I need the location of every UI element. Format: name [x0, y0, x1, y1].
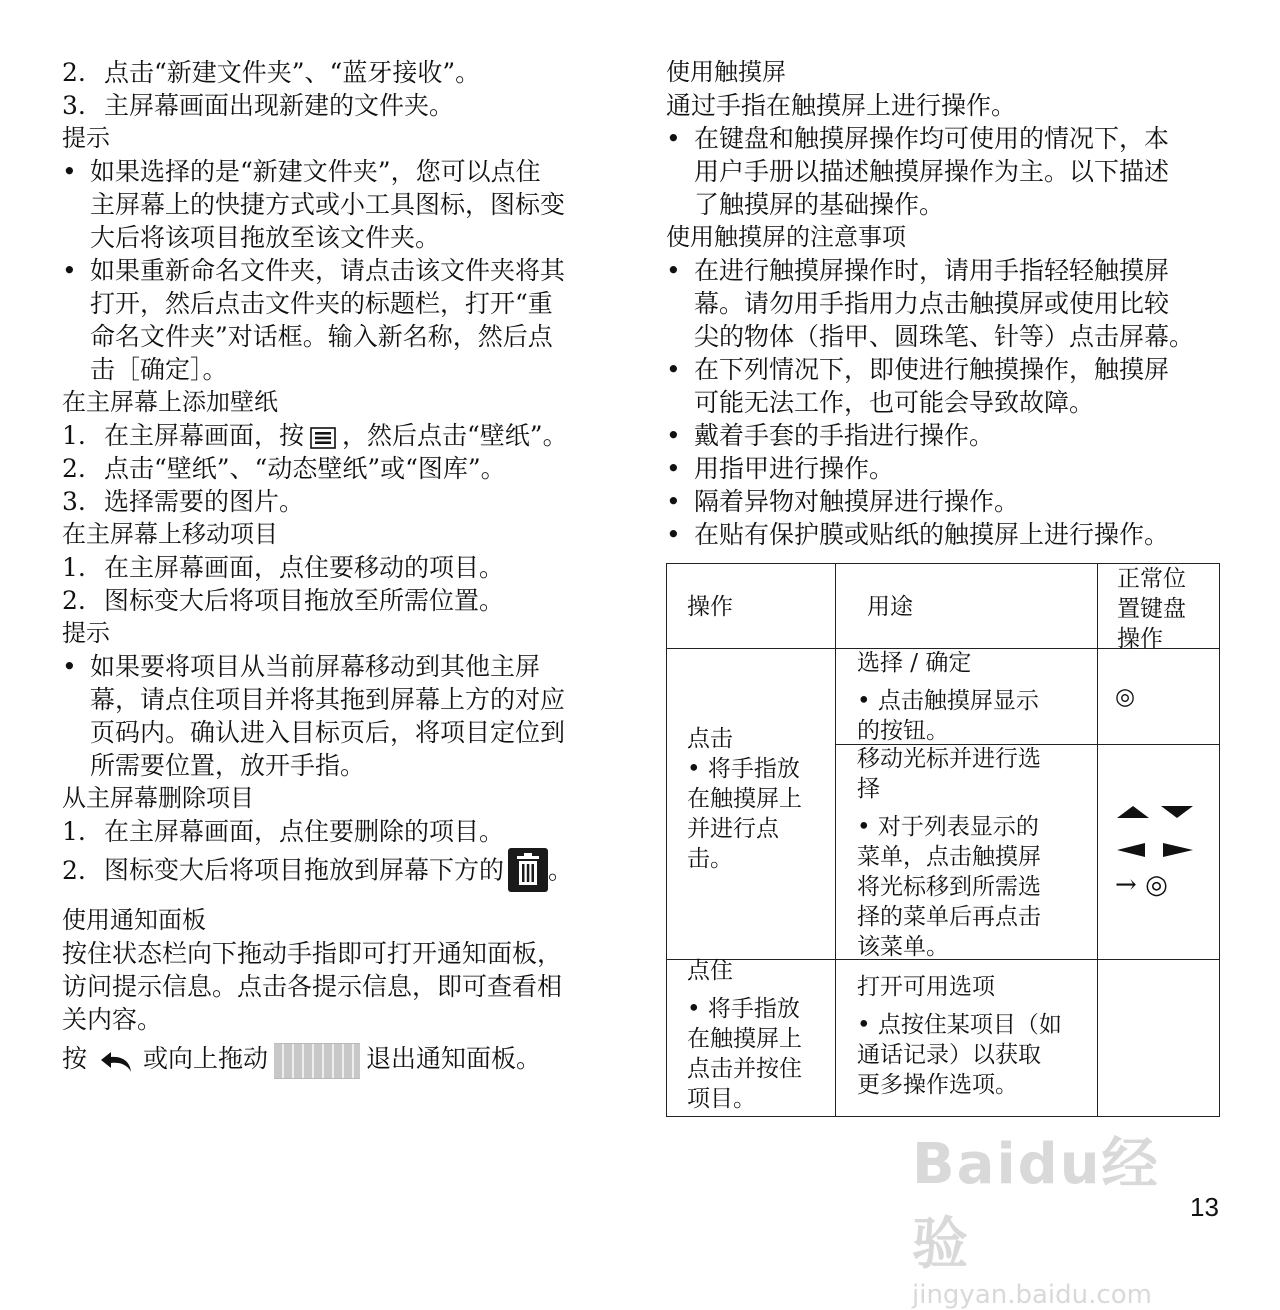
table-cell-move-cursor	[857, 744, 1041, 962]
section-heading-move: 在主屏幕上移动项目	[62, 520, 278, 548]
table-header-keyboard	[1117, 564, 1186, 654]
list-item	[62, 551, 618, 584]
item-text: 。	[548, 855, 574, 885]
paragraph-line	[62, 1036, 618, 1082]
list-item	[62, 452, 618, 485]
cell-line: 在触摸屏上	[687, 1026, 802, 1052]
cell-line: 通话记录）以获取	[857, 1042, 1041, 1068]
cell-line: 的按钮。	[857, 718, 949, 744]
item-text: 主屏幕画面出现新建的文件夹。	[104, 91, 455, 120]
trash-icon	[508, 848, 548, 892]
bullet: •	[666, 256, 681, 285]
table-header-operation: 操作	[687, 594, 733, 620]
confirm-key-icon: ◎	[1115, 684, 1136, 710]
text: 退出通知面板。	[366, 1044, 542, 1073]
cell-line: 击。	[687, 846, 733, 872]
list-item	[62, 848, 618, 896]
header-line: 操作	[1117, 626, 1163, 652]
bullet-continuation: 幕。请勿用手指用力点击触摸屏或使用比较	[694, 289, 1170, 318]
bullet-continuation: 所需要位置，放开手指。	[90, 751, 366, 780]
bullet-line	[666, 452, 1222, 485]
item-text: 图标变大后将项目拖放至所需位置。	[104, 586, 505, 615]
bullet-line	[666, 485, 1222, 518]
bullet-continuation: 命名文件夹”对话框。输入新名称，然后点	[90, 322, 553, 351]
item-text: ，然后点击“壁纸”。	[342, 421, 568, 450]
item-text: 选择需要的图片。	[104, 487, 305, 516]
arrow-confirm-row	[1115, 870, 1219, 900]
bullet-text: 在下列情况下，即使进行触摸操作，触摸屏	[694, 355, 1170, 384]
right-column	[666, 56, 1222, 551]
item-number: 3.	[62, 91, 86, 120]
table-cell-open-options	[857, 972, 1062, 1100]
cell-line: • 点击触摸屏显示	[857, 688, 1039, 714]
header-line: 正常位	[1117, 566, 1186, 592]
section-heading-notification: 使用通知面板	[62, 906, 206, 934]
list-item	[62, 56, 618, 89]
paragraph-line: 关内容。	[62, 1005, 163, 1034]
bullet-text: 如果要将项目从当前屏幕移动到其他主屏	[90, 652, 541, 681]
item-number: 1.	[62, 817, 86, 846]
cell-line: 在触摸屏上	[687, 786, 802, 812]
table-cell-tap-operation	[687, 724, 802, 874]
cell-line: 移动光标并进行选	[857, 746, 1041, 772]
list-item	[62, 485, 618, 518]
bullet-line	[666, 518, 1222, 551]
arrow-up-icon	[1117, 806, 1149, 818]
cell-line: 该菜单。	[857, 934, 949, 960]
arrow-right-icon	[1163, 843, 1193, 857]
item-text: 在主屏幕画面，按	[104, 421, 305, 450]
section-heading-touchscreen: 使用触摸屏	[666, 58, 786, 86]
arrow-left-right-icons	[1115, 838, 1195, 862]
bullet: •	[666, 520, 681, 549]
section-heading-wallpaper: 在主屏幕上添加壁纸	[62, 388, 278, 416]
item-number: 1.	[62, 553, 86, 582]
baidu-watermark	[912, 1120, 1212, 1310]
bullet: •	[666, 454, 681, 483]
item-number: 2.	[62, 855, 86, 885]
header-line: 置键盘	[1117, 596, 1186, 622]
bullet-continuation: 可能无法工作，也可能会导致故障。	[694, 388, 1095, 417]
table-cell-hold-operation	[687, 956, 802, 1114]
table-cell-select-confirm	[857, 648, 1039, 746]
table-divider	[1097, 564, 1098, 1116]
bullet-continuation: 用户手册以描述触摸屏操作为主。以下描述	[694, 157, 1170, 186]
bullet-line	[62, 155, 618, 188]
paragraph-line: 按住状态栏向下拖动手指即可打开通知面板，	[62, 939, 563, 968]
list-item	[62, 815, 618, 848]
item-text: 在主屏幕画面，点住要删除的项目。	[104, 817, 505, 846]
bullet-text: 在进行触摸屏操作时，请用手指轻轻触摸屏	[694, 256, 1170, 285]
paragraph-line: 通过手指在触摸屏上进行操作。	[666, 91, 1017, 120]
bullet-line	[62, 254, 618, 287]
cell-line: 菜单，点击触摸屏	[857, 844, 1041, 870]
bullet-continuation: 主屏幕上的快捷方式或小工具图标，图标变	[90, 190, 566, 219]
arrow-up-down-icons	[1115, 800, 1195, 824]
bullet-text: 用指甲进行操作。	[694, 454, 895, 483]
bullet-text: 如果选择的是“新建文件夹”，您可以点住	[90, 157, 541, 186]
bullet: •	[62, 256, 77, 285]
bullet-continuation: 尖的物体（指甲、圆珠笔、针等）点击屏幕。	[694, 322, 1195, 351]
item-text: 在主屏幕画面，点住要移动的项目。	[104, 553, 505, 582]
item-number: 2.	[62, 58, 86, 87]
cell-line: 点击	[687, 726, 733, 752]
bullet-text: 如果重新命名文件夹，请点击该文件夹将其	[90, 256, 566, 285]
list-item	[62, 419, 618, 452]
list-item	[62, 89, 618, 122]
confirm-key-icon: ◎	[1145, 870, 1168, 900]
bullet-line	[62, 650, 618, 683]
menu-icon	[310, 427, 336, 449]
paragraph-line: 访问提示信息。点击各提示信息，即可查看相	[62, 972, 563, 1001]
bullet-continuation: 页码内。确认进入目标页后，将项目定位到	[90, 718, 566, 747]
bullet-line	[666, 122, 1222, 155]
arrow-symbol: →	[1115, 870, 1137, 900]
section-heading-tip: 提示	[62, 619, 110, 647]
bullet-text: 在贴有保护膜或贴纸的触摸屏上进行操作。	[694, 520, 1170, 549]
bullet-text: 隔着异物对触摸屏进行操作。	[694, 487, 1020, 516]
bullet: •	[62, 652, 77, 681]
item-text: 点击“壁纸”、“动态壁纸”或“图库”。	[104, 454, 506, 483]
section-heading-tip: 提示	[62, 124, 110, 152]
cell-line: 择	[857, 776, 880, 802]
bullet: •	[62, 157, 77, 186]
item-number: 2.	[62, 586, 86, 615]
text: 按	[62, 1044, 88, 1073]
bullet-continuation: 大后将该项目拖放至该文件夹。	[90, 223, 441, 252]
watermark-logo-text: Baidu经验	[912, 1132, 1160, 1277]
bullet-text: 戴着手套的手指进行操作。	[694, 421, 995, 450]
arrow-keys	[1115, 800, 1219, 900]
bullet-continuation: 幕，请点住项目并将其拖到屏幕上方的对应	[90, 685, 566, 714]
cell-line: • 将手指放	[687, 996, 800, 1022]
back-icon	[97, 1046, 137, 1076]
cell-line: 打开可用选项	[857, 974, 995, 1000]
cell-line: 更多操作选项。	[857, 1072, 1018, 1098]
bullet: •	[666, 124, 681, 153]
cell-line: 点住	[687, 958, 733, 984]
cell-line: 将光标移到所需选	[857, 874, 1041, 900]
left-column	[62, 56, 618, 1082]
cell-line: 选择 / 确定	[857, 650, 972, 676]
notification-bar-icon	[274, 1043, 360, 1079]
bullet: •	[666, 355, 681, 384]
list-item	[62, 584, 618, 617]
item-number: 2.	[62, 454, 86, 483]
spacer	[62, 896, 618, 904]
bullet: •	[666, 487, 681, 516]
bullet-line	[666, 254, 1222, 287]
bullet-continuation: 击［确定］。	[90, 355, 228, 384]
table-header-use: 用途	[867, 594, 913, 620]
watermark-url: jingyan.baidu.com	[912, 1280, 1152, 1310]
cell-line: 择的菜单后再点击	[857, 904, 1041, 930]
bullet: •	[666, 421, 681, 450]
cell-line: • 对于列表显示的	[857, 814, 1039, 840]
item-number: 1.	[62, 421, 86, 450]
item-text: 图标变大后将项目拖放到屏幕下方的	[104, 855, 505, 885]
bullet-text: 在键盘和触摸屏操作均可使用的情况下，本	[694, 124, 1170, 153]
bullet-line	[666, 419, 1222, 452]
item-number: 3.	[62, 487, 86, 516]
arrow-left-icon	[1117, 843, 1145, 857]
cell-line: 点击并按住	[687, 1056, 802, 1082]
item-text: 点击“新建文件夹”、“蓝牙接收”。	[104, 58, 481, 87]
section-heading-delete: 从主屏幕删除项目	[62, 784, 254, 812]
page-number: 13	[1190, 1192, 1219, 1222]
table-divider	[835, 564, 836, 1116]
cell-line: • 将手指放	[687, 756, 800, 782]
bullet-line	[666, 353, 1222, 386]
section-heading-precautions: 使用触摸屏的注意事项	[666, 223, 906, 251]
arrow-down-icon	[1161, 806, 1193, 818]
operations-table	[666, 563, 1220, 1117]
bullet-continuation: 打开，然后点击文件夹的标题栏，打开“重	[90, 289, 553, 318]
bullet-continuation: 了触摸屏的基础操作。	[694, 190, 945, 219]
cell-line: 并进行点	[687, 816, 779, 842]
text: 或向上拖动	[143, 1044, 269, 1073]
cell-line: • 点按住某项目（如	[857, 1012, 1062, 1038]
cell-line: 项目。	[687, 1086, 756, 1112]
